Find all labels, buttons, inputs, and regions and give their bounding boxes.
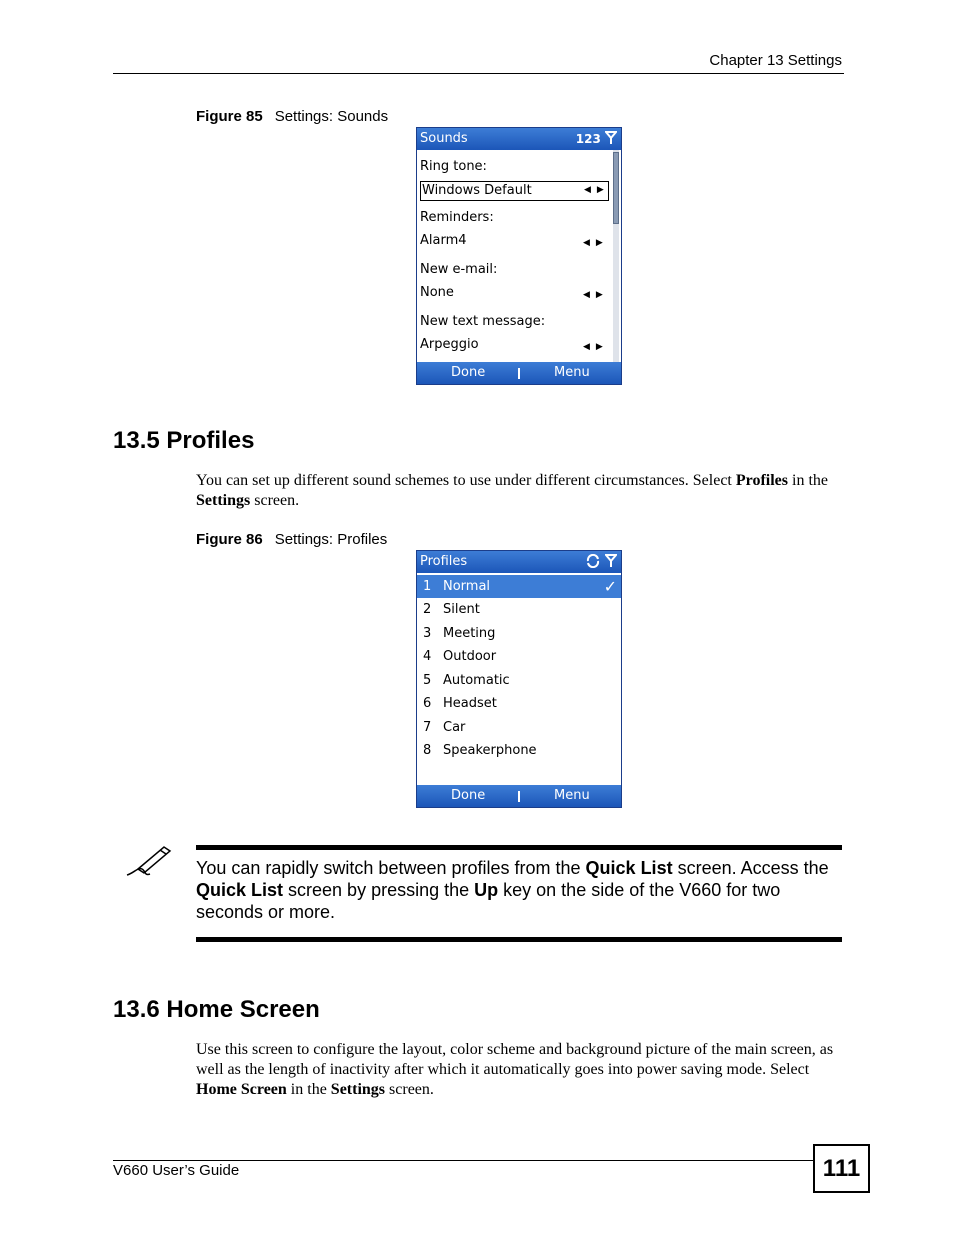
text-run-bold: Home Screen [196, 1081, 287, 1098]
text-run: screen. Access the [672, 858, 829, 878]
text-run-bold: Settings [196, 492, 251, 509]
status-indicator [576, 128, 617, 150]
profile-number: 5 [423, 673, 432, 688]
new-text-message-value[interactable]: Arpeggio [420, 337, 479, 352]
text-run: Use this screen to configure the layout, color scheme and background picture of the main screen, as well as the length of inactivity after which it automatically goes into power saving mode. Select [196, 1041, 834, 1078]
figure-86-title: Settings: Profiles [274, 531, 388, 548]
sounds-screen [416, 127, 622, 385]
profiles-screen [416, 550, 622, 808]
profile-number: 8 [423, 743, 432, 758]
text-run: screen by pressing the [283, 880, 475, 900]
left-right-arrows-icon[interactable]: ◀▶ [583, 342, 609, 352]
figure-86-label: Figure 86 [196, 531, 263, 548]
signal-icon [605, 131, 617, 145]
ring-tone-label: Ring tone: [420, 159, 487, 174]
new-email-label: New e-mail: [420, 262, 498, 277]
note-top-rule [196, 845, 842, 850]
profile-item-outdoor[interactable] [417, 645, 621, 668]
figure-85-title: Settings: Sounds [274, 108, 389, 125]
home-screen-paragraph [196, 1040, 842, 1100]
reminders-value[interactable]: Alarm4 [420, 233, 467, 248]
softkey-divider [518, 368, 520, 379]
profile-name: Outdoor [443, 649, 497, 664]
profile-number: 1 [423, 579, 432, 594]
page-number: 111 [813, 1144, 870, 1193]
menu-softkey[interactable]: Menu [554, 788, 590, 803]
text-run: screen. [385, 1081, 434, 1098]
profile-item-automatic[interactable] [417, 669, 621, 692]
profile-item-normal[interactable] [417, 575, 621, 598]
profiles-title: Profiles [420, 554, 468, 569]
ring-tone-value: Windows Default [422, 183, 532, 198]
text-run-bold: Settings [330, 1081, 386, 1098]
profile-name: Silent [443, 602, 480, 617]
profile-number: 7 [423, 720, 432, 735]
sounds-title: Sounds [420, 131, 468, 146]
input-mode-indicator: 123 [575, 132, 601, 146]
note-pen-icon [124, 843, 174, 879]
section-heading-home-screen: 13.6 Home Screen [113, 996, 320, 1023]
text-run-bold: Quick List [196, 880, 284, 900]
profile-name: Normal [443, 579, 491, 594]
left-right-arrows-icon[interactable]: ◀▶ [584, 185, 610, 195]
scrollbar-thumb[interactable] [613, 152, 619, 224]
profile-item-meeting[interactable] [417, 622, 621, 645]
softkey-divider [518, 791, 520, 802]
profile-item-car[interactable] [417, 716, 621, 739]
profile-name: Speakerphone [443, 743, 537, 758]
footer-rule [113, 1160, 813, 1161]
profile-name: Headset [443, 696, 497, 711]
softkey-bar [417, 785, 621, 807]
figure-86-caption [196, 531, 387, 548]
profile-item-silent[interactable] [417, 598, 621, 621]
reminders-label: Reminders: [420, 210, 494, 225]
profile-number: 3 [423, 626, 432, 641]
left-right-arrows-icon[interactable]: ◀▶ [583, 290, 609, 300]
text-run: in the [286, 1081, 331, 1098]
profile-item-speakerphone[interactable] [417, 739, 621, 762]
header-rule [113, 73, 844, 74]
profile-item-headset[interactable] [417, 692, 621, 715]
section-heading-profiles: 13.5 Profiles [113, 427, 255, 454]
checkmark-icon: ✓ [603, 577, 617, 596]
text-run-bold: Quick List [585, 858, 673, 878]
left-right-arrows-icon[interactable]: ◀▶ [583, 238, 609, 248]
note-text [196, 857, 842, 923]
profile-number: 6 [423, 696, 432, 711]
status-indicator [585, 551, 617, 573]
text-run: You can rapidly switch between profiles from the [196, 858, 586, 878]
signal-icon [605, 554, 617, 568]
profile-name: Automatic [443, 673, 510, 688]
ring-tone-select[interactable] [420, 181, 609, 201]
profile-name: Meeting [443, 626, 496, 641]
done-softkey[interactable]: Done [451, 365, 486, 380]
profiles-paragraph [196, 471, 842, 511]
menu-softkey[interactable]: Menu [554, 365, 590, 380]
text-run-bold: Up [474, 880, 499, 900]
note-bottom-rule [196, 937, 842, 942]
text-run: in the [788, 472, 828, 489]
new-text-message-label: New text message: [420, 314, 546, 329]
profile-number: 4 [423, 649, 432, 664]
softkey-bar [417, 362, 621, 384]
text-run: screen. [250, 492, 300, 509]
figure-85-caption [196, 108, 388, 125]
sounds-title-bar [417, 128, 621, 150]
figure-85-label: Figure 85 [196, 108, 263, 125]
new-email-value[interactable]: None [420, 285, 454, 300]
text-run: You can set up different sound schemes to use under different circumstances. Select [196, 472, 736, 489]
running-header: Chapter 13 Settings [709, 52, 842, 69]
text-run-bold: Profiles [735, 472, 788, 489]
profiles-title-bar [417, 551, 621, 573]
profile-number: 2 [423, 602, 432, 617]
guide-title: V660 User’s Guide [113, 1162, 240, 1179]
done-softkey[interactable]: Done [451, 788, 486, 803]
text-run: key on the side of the V660 for two seconds or more. [196, 880, 781, 922]
sync-icon [585, 554, 601, 568]
profile-name: Car [443, 720, 466, 735]
